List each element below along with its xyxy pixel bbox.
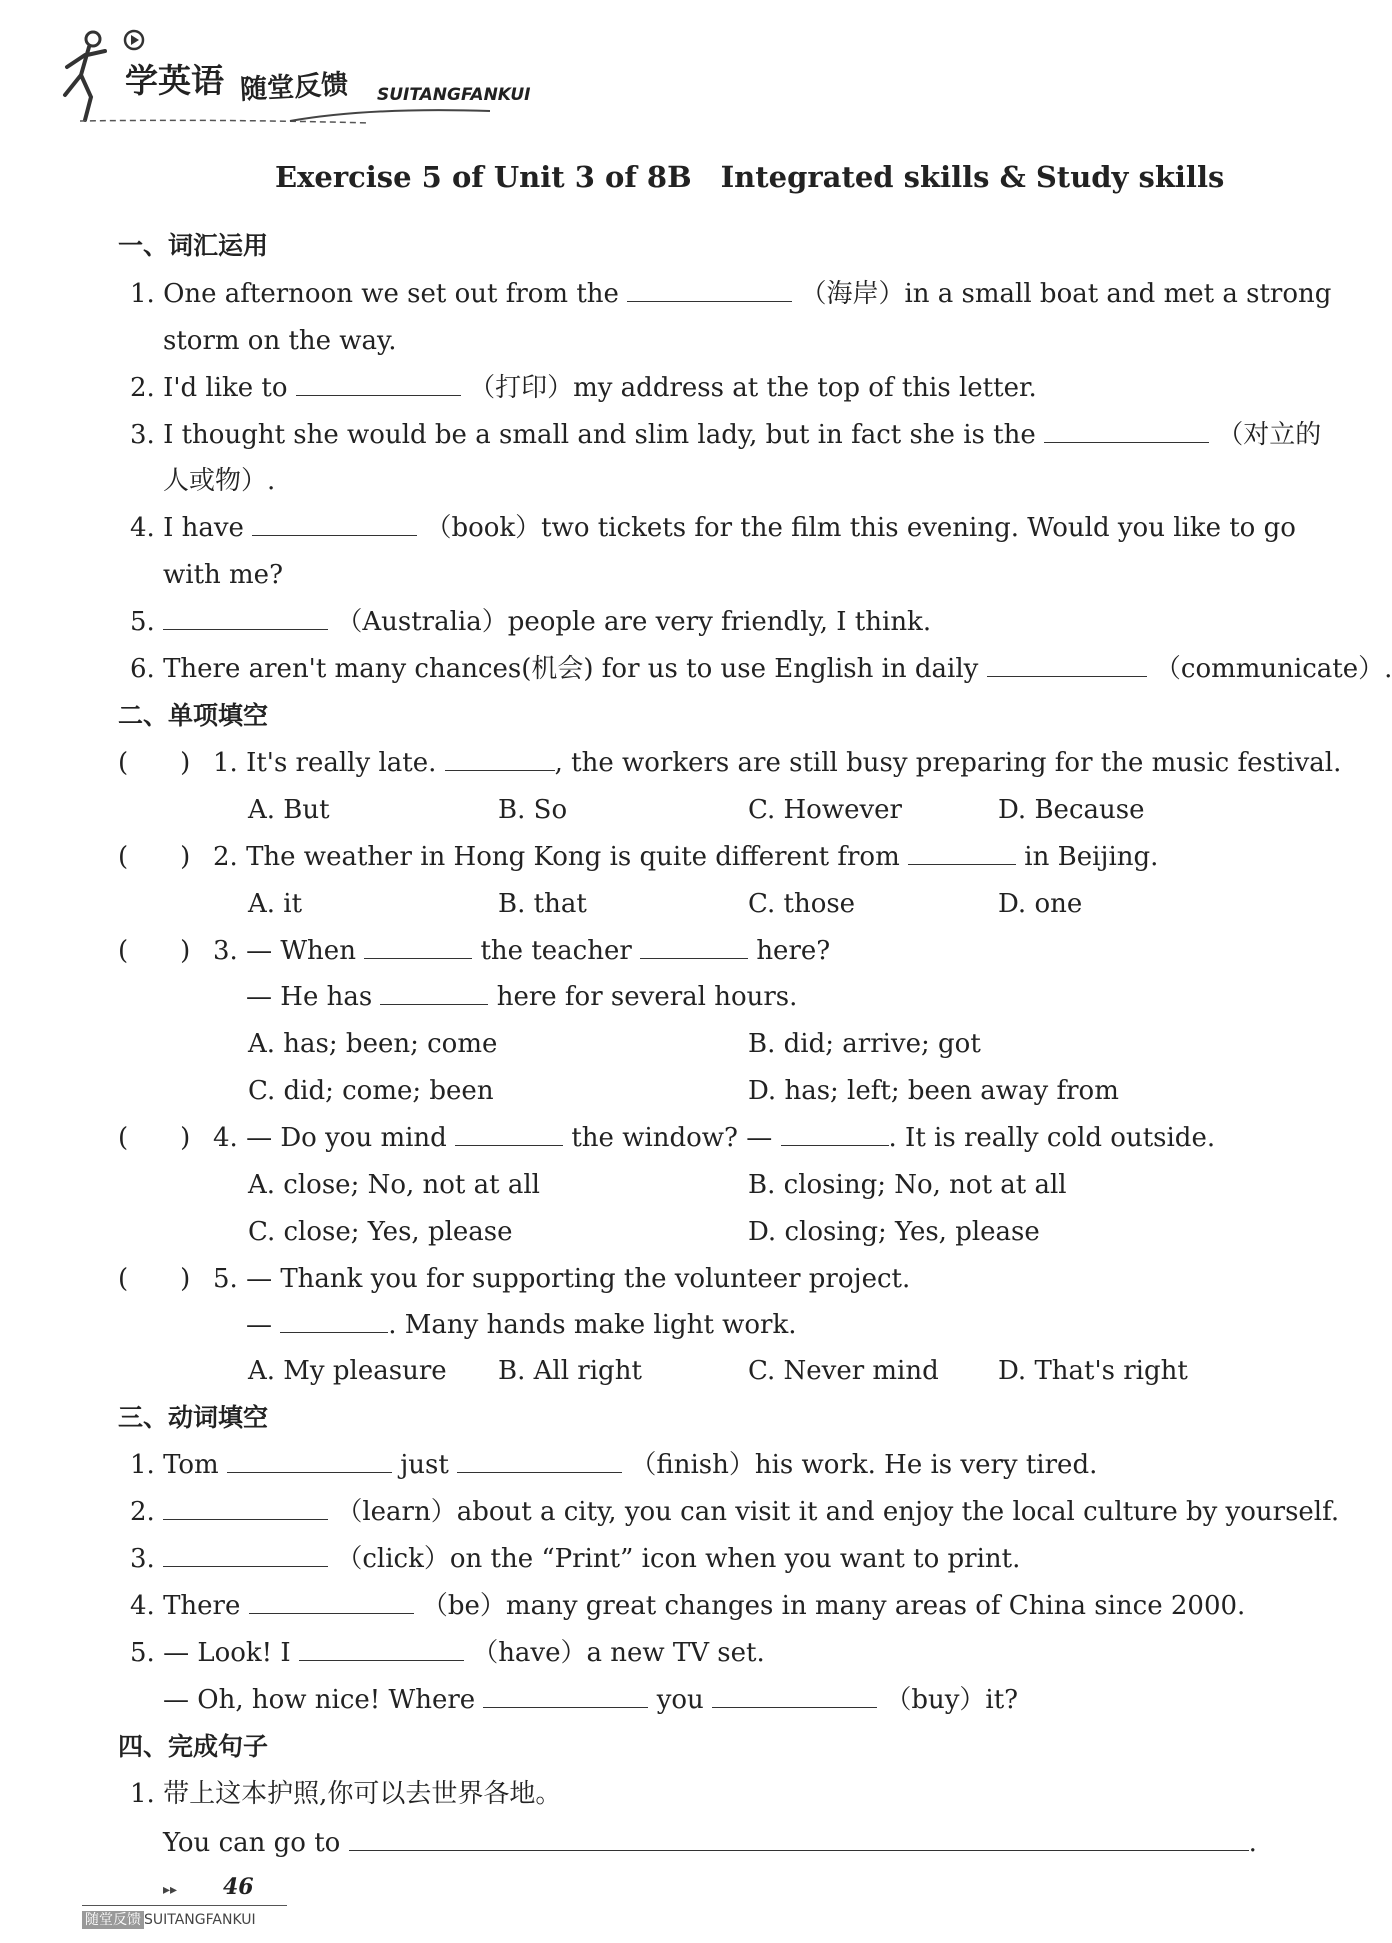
- mc-q1: 1. It's really late. , the workers are still busy preparing for the music festival.: [213, 748, 1342, 778]
- answer-blank[interactable]: [227, 1450, 392, 1473]
- verb-q5-line2: — Oh, how nice! Where you （buy）it?: [163, 1685, 1019, 1715]
- answer-blank[interactable]: [483, 1685, 648, 1708]
- mc-q2-paren[interactable]: ( ): [118, 842, 191, 872]
- mc-q5-option-d: D. That's right: [998, 1356, 1188, 1386]
- mc-q3-paren[interactable]: ( ): [118, 936, 191, 966]
- mc-q5-option-a: A. My pleasure: [248, 1356, 447, 1386]
- logo-swoosh: [70, 91, 500, 131]
- mc-q4-option-c: C. close; Yes, please: [248, 1217, 513, 1247]
- mc-q2: 2. The weather in Hong Kong is quite different from in Beijing.: [213, 842, 1159, 872]
- verb-q2: 2. （learn）about a city, you can visit it and enjoy the local culture by yourself.: [130, 1497, 1340, 1527]
- answer-blank[interactable]: [987, 654, 1147, 677]
- header-logo: [55, 25, 555, 125]
- mc-q4-option-a: A. close; No, not at all: [248, 1170, 540, 1200]
- mc-q4-option-b: B. closing; No, not at all: [748, 1170, 1067, 1200]
- vocab-q1-line1: 1. One afternoon we set out from the （海岸）in a small boat and met a strong: [130, 279, 1332, 309]
- footer-brand-pinyin: SUITANGFANKUI: [144, 1912, 256, 1928]
- complete-q1-chinese: 1. 带上这本护照,你可以去世界各地。: [130, 1779, 562, 1809]
- vocab-q3-line2: 人或物）.: [163, 466, 276, 496]
- vocab-q2: 2. I'd like to （打印）my address at the top of this letter.: [130, 373, 1037, 403]
- vocab-q4-line2: with me?: [163, 560, 284, 590]
- vocab-q5: 5. （Australia）people are very friendly, I think.: [130, 607, 932, 637]
- mc-q4-option-d: D. closing; Yes, please: [748, 1217, 1040, 1247]
- vocab-q4-line1: 4. I have （book）two tickets for the film this evening. Would you like to go: [130, 513, 1296, 543]
- play-icon: [123, 29, 145, 51]
- mc-q3-option-a: A. has; been; come: [248, 1029, 498, 1059]
- verb-q5-line1: 5. — Look! I （have）a new TV set.: [130, 1638, 765, 1668]
- answer-blank[interactable]: [249, 1591, 414, 1614]
- answer-blank[interactable]: [627, 279, 792, 302]
- vocab-q3-line1: 3. I thought she would be a small and slim lady, but in fact she is the （对立的: [130, 420, 1322, 450]
- answer-blank[interactable]: [445, 748, 555, 771]
- mc-q3-line1: 3. — When the teacher here?: [213, 936, 831, 966]
- mc-q2-option-c: C. those: [748, 889, 856, 919]
- mc-q4: 4. — Do you mind the window? — . It is really cold outside.: [213, 1123, 1216, 1153]
- verb-q3: 3. （click）on the “Print” icon when you want to print.: [130, 1544, 1021, 1574]
- answer-blank[interactable]: [163, 607, 328, 630]
- complete-q1-english: You can go to .: [163, 1828, 1257, 1858]
- section-verb-fill-heading: 三、动词填空: [118, 1403, 269, 1432]
- page-number: 46: [223, 1874, 254, 1900]
- answer-blank[interactable]: [252, 513, 417, 536]
- answer-blank[interactable]: [455, 1123, 563, 1146]
- answer-blank[interactable]: [299, 1638, 464, 1661]
- mc-q1-option-c: C. However: [748, 795, 902, 825]
- logo-subtitle: 随堂反馈: [239, 69, 349, 106]
- answer-blank[interactable]: [457, 1450, 622, 1473]
- answer-blank[interactable]: [364, 936, 472, 959]
- mc-q1-option-b: B. So: [498, 795, 568, 825]
- mc-q3-option-c: C. did; come; been: [248, 1076, 494, 1106]
- page-number-arrows: ▸▸: [163, 1882, 178, 1898]
- answer-blank[interactable]: [296, 373, 461, 396]
- footer-brand-cn: 随堂反馈: [82, 1911, 144, 1929]
- answer-blank[interactable]: [908, 842, 1016, 865]
- answer-blank[interactable]: [163, 1544, 328, 1567]
- logo-title: 学英语: [125, 61, 224, 100]
- verb-q1: 1. Tom just （finish）his work. He is very tired.: [130, 1450, 1098, 1480]
- mc-q5-line1: 5. — Thank you for supporting the volunteer project.: [213, 1264, 911, 1294]
- mc-q2-option-b: B. that: [498, 889, 587, 919]
- mc-q4-paren[interactable]: ( ): [118, 1123, 191, 1153]
- footer-brand: [82, 1909, 256, 1929]
- section-multiple-choice-heading: 二、单项填空: [118, 701, 269, 730]
- section-complete-sentences-heading: 四、完成句子: [118, 1732, 269, 1761]
- answer-blank[interactable]: [380, 982, 488, 1005]
- mc-q1-option-d: D. Because: [998, 795, 1145, 825]
- logo-pinyin: SUITANGFANKUI: [377, 85, 531, 105]
- mc-q5-paren[interactable]: ( ): [118, 1264, 191, 1294]
- section-vocabulary-heading: 一、词汇运用: [118, 231, 269, 260]
- vocab-q6: 6. There aren't many chances(机会) for us to use English in daily （communicate）.: [130, 654, 1392, 684]
- mc-q5-option-c: C. Never mind: [748, 1356, 939, 1386]
- verb-q4: 4. There （be）many great changes in many areas of China since 2000.: [130, 1591, 1246, 1621]
- mc-q5-line2: — . Many hands make light work.: [246, 1310, 797, 1340]
- mc-q2-option-a: A. it: [248, 889, 303, 919]
- mc-q1-option-a: A. But: [248, 795, 330, 825]
- answer-blank[interactable]: [781, 1123, 889, 1146]
- answer-blank[interactable]: [640, 936, 748, 959]
- mc-q3-option-d: D. has; left; been away from: [748, 1076, 1119, 1106]
- answer-blank[interactable]: [1044, 420, 1209, 443]
- mc-q3-line2: — He has here for several hours.: [246, 982, 798, 1012]
- answer-blank[interactable]: [280, 1310, 388, 1333]
- mc-q1-paren[interactable]: ( ): [118, 748, 191, 778]
- vocab-q1-line2: storm on the way.: [163, 326, 397, 356]
- footer-rule: [82, 1905, 287, 1906]
- mc-q2-option-d: D. one: [998, 889, 1083, 919]
- answer-blank[interactable]: [349, 1828, 1249, 1851]
- page-title: Exercise 5 of Unit 3 of 8B Integrated skills & Study skills: [275, 160, 1225, 194]
- mc-q3-option-b: B. did; arrive; got: [748, 1029, 981, 1059]
- answer-blank[interactable]: [712, 1685, 877, 1708]
- mc-q5-option-b: B. All right: [498, 1356, 642, 1386]
- answer-blank[interactable]: [163, 1497, 328, 1520]
